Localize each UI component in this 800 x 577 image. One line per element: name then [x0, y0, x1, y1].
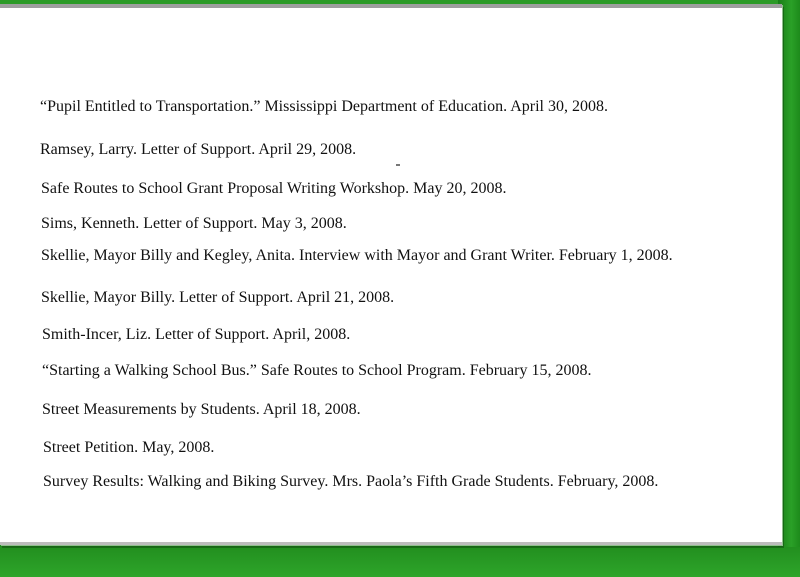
- reference-list: [0, 4, 782, 545]
- reference-entry: Survey Results: Walking and Biking Survey. Mrs. Paola’s Fifth Grade Students. February, 2008.: [43, 473, 659, 490]
- reference-entry: Street Measurements by Students. April 18, 2008.: [42, 401, 361, 418]
- reference-entry: Sims, Kenneth. Letter of Support. May 3, 2008.: [41, 215, 347, 232]
- reference-entry: Street Petition. May, 2008.: [43, 439, 215, 456]
- reference-entry: “Starting a Walking School Bus.” Safe Routes to School Program. February 15, 2008.: [42, 362, 592, 379]
- reference-entry: Safe Routes to School Grant Proposal Writing Workshop. May 20, 2008.: [41, 180, 507, 197]
- reference-entry: Skellie, Mayor Billy and Kegley, Anita. Interview with Mayor and Grant Writer. February 1, 2008.: [41, 247, 673, 264]
- background-bottom: [0, 547, 800, 577]
- reference-entry: Skellie, Mayor Billy. Letter of Support. April 21, 2008.: [41, 289, 395, 306]
- document-page: [0, 4, 782, 545]
- reference-entry: Smith-Incer, Liz. Letter of Support. April, 2008.: [42, 326, 351, 343]
- reference-entry: Ramsey, Larry. Letter of Support. April 29, 2008.: [40, 141, 357, 158]
- reference-entry: “Pupil Entitled to Transportation.” Mississippi Department of Education. April 30, 2008.: [40, 98, 608, 115]
